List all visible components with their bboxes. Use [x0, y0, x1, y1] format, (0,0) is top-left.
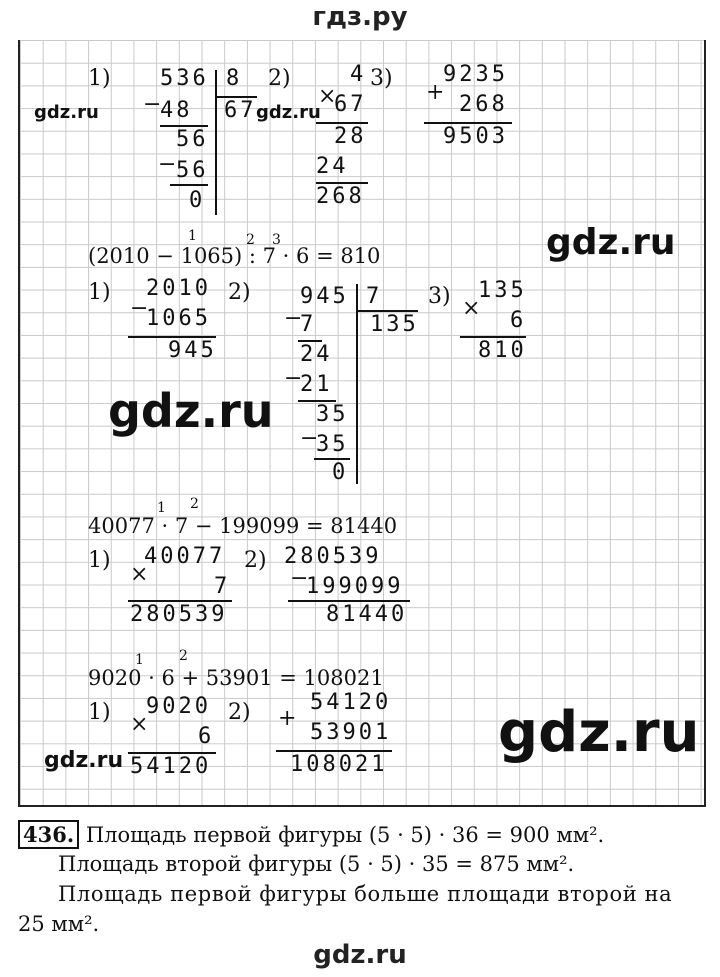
- order-mark: 1: [135, 652, 144, 668]
- label-step-1: 1): [88, 280, 111, 305]
- order-mark: 2: [179, 648, 188, 664]
- quotient: 135: [370, 312, 419, 337]
- factor-b: 6: [510, 308, 527, 333]
- task-line-1: Площадь первой фигуры (5 · 5) · 36 = 900 мм².: [85, 823, 605, 847]
- dividend: 945: [300, 284, 349, 309]
- product: 280539: [130, 602, 228, 627]
- quotient: 67: [224, 98, 257, 123]
- rule: [170, 184, 208, 186]
- division-bar: [356, 284, 358, 484]
- watermark: gdz.ru: [108, 384, 274, 438]
- site-footer: gdz.ru: [313, 940, 407, 970]
- times-sign: ×: [462, 296, 481, 321]
- subtrahend: 199099: [306, 574, 404, 599]
- watermark: gdz.ru: [256, 102, 321, 123]
- plus-sign: +: [426, 80, 445, 105]
- dividend: 536: [160, 66, 209, 91]
- expression: (2010 − 1065) : 7 · 6 = 810: [88, 244, 381, 268]
- watermark: gdz.ru: [498, 700, 700, 765]
- task-line-2: Площадь второй фигуры (5 · 5) · 35 = 875 мм².: [58, 852, 575, 876]
- factor-a: 4: [350, 62, 367, 87]
- expression: 40077 · 7 − 199099 = 81440: [88, 514, 398, 538]
- order-mark: 2: [246, 232, 255, 248]
- sum: 108021: [290, 752, 388, 777]
- order-mark: 1: [188, 228, 197, 244]
- label-step-2: 2): [228, 700, 251, 725]
- factor-b: 7: [214, 574, 231, 599]
- label-step-1: 1): [88, 66, 111, 91]
- minus-sign: −: [300, 426, 319, 451]
- subtrahend-1: 48: [160, 98, 193, 123]
- factor-b: 6: [198, 724, 215, 749]
- partial-1: 28: [334, 124, 367, 149]
- label-step-1: 1): [88, 700, 111, 725]
- remainder-final: 0: [189, 188, 206, 213]
- remainder-2: 35: [316, 402, 349, 427]
- watermark: gdz.ru: [44, 748, 124, 773]
- task-number: 436.: [18, 820, 79, 849]
- product: 54120: [130, 754, 212, 779]
- minus-sign: −: [284, 366, 303, 391]
- task-line-4: 25 мм².: [18, 912, 100, 936]
- site-title: гдз.ру: [312, 2, 408, 32]
- factor-b: 67: [334, 92, 367, 117]
- addend-b: 53901: [310, 720, 392, 745]
- product: 810: [478, 338, 527, 363]
- difference: 945: [168, 338, 217, 363]
- label-step-3: 3): [428, 284, 451, 309]
- minus-sign: −: [284, 306, 303, 331]
- times-sign: ×: [318, 84, 337, 109]
- addend-a: 9235: [443, 62, 508, 87]
- task-text: [18, 822, 604, 847]
- factor-a: 40077: [144, 544, 226, 569]
- partial-2: 24: [316, 154, 349, 179]
- watermark: gdz.ru: [34, 102, 99, 123]
- divisor: 8: [226, 66, 243, 91]
- plus-sign: +: [278, 706, 297, 731]
- division-bar: [215, 70, 217, 215]
- label-step-2: 2): [228, 280, 251, 305]
- minus-sign: −: [158, 152, 177, 177]
- watermark: gdz.ru: [546, 222, 676, 263]
- times-sign: ×: [130, 562, 149, 587]
- factor-a: 9020: [146, 694, 211, 719]
- remainder-1: 56: [176, 127, 209, 152]
- label-step-1: 1): [88, 548, 111, 573]
- minus-sign: −: [290, 566, 309, 591]
- order-mark: 2: [190, 496, 199, 512]
- expression: 9020 · 6 + 53901 = 108021: [88, 666, 384, 690]
- label-step-2: 2): [268, 66, 291, 91]
- subtrahend: 1065: [146, 306, 211, 331]
- label-step-2: 2): [244, 548, 267, 573]
- subtrahend-3: 35: [316, 432, 349, 457]
- label-step-3: 3): [370, 66, 393, 91]
- minus-sign: −: [143, 92, 162, 117]
- factor-a: 135: [478, 278, 527, 303]
- divisor: 7: [366, 284, 383, 309]
- sum: 9503: [443, 124, 508, 149]
- remainder-1: 24: [300, 342, 333, 367]
- order-mark: 1: [157, 500, 166, 516]
- addend-a: 54120: [310, 690, 392, 715]
- remainder-final: 0: [332, 460, 349, 485]
- minuend: 280539: [284, 544, 382, 569]
- product: 268: [316, 184, 365, 209]
- minuend: 2010: [146, 276, 211, 301]
- subtrahend-2: 21: [300, 372, 333, 397]
- addend-b: 268: [459, 92, 508, 117]
- order-mark: 3: [272, 232, 281, 248]
- subtrahend-1: 7: [300, 312, 317, 337]
- times-sign: ×: [130, 712, 149, 737]
- task-line-3: Площадь первой фигуры больше площади второй на: [58, 882, 673, 906]
- subtrahend-2: 56: [176, 158, 209, 183]
- difference: 81440: [326, 602, 408, 627]
- minus-sign: −: [130, 296, 149, 321]
